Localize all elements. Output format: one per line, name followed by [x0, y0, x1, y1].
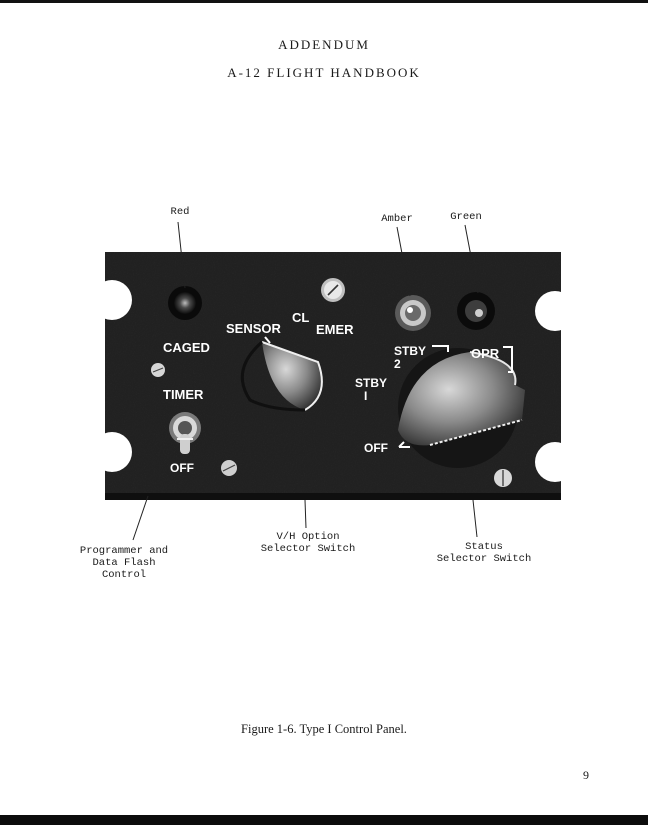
callout-programmer-line2: Data Flash: [92, 557, 156, 569]
cl-screw-knob: [321, 278, 345, 302]
callout-red: Red: [170, 206, 190, 218]
callout-status-line1: Status: [465, 541, 503, 553]
bottom-screw-right: [494, 469, 512, 487]
label-opr: OPR: [471, 346, 500, 361]
callout-amber: Amber: [381, 213, 413, 225]
callout-vh-line1: V/H Option: [276, 531, 340, 543]
label-stby1-number: I: [364, 389, 368, 403]
label-stby1: STBY: [355, 376, 388, 390]
label-off-status: OFF: [364, 441, 388, 455]
bottom-screw-center: [221, 460, 237, 476]
label-sensor: SENSOR: [226, 321, 281, 336]
label-stby2: STBY: [394, 344, 427, 358]
mount-hole-bottom-right: [535, 442, 575, 482]
callout-vh-line2: Selector Switch: [260, 543, 356, 555]
callout-green: Green: [450, 211, 482, 223]
header-handbook-title: A-12 FLIGHT HANDBOOK: [227, 65, 421, 80]
callout-programmer-line3: Control: [101, 569, 147, 581]
bottom-border: [0, 815, 648, 825]
label-caged: CAGED: [163, 340, 210, 355]
label-stby2-number: 2: [394, 357, 401, 371]
mount-hole-top-right: [535, 291, 575, 331]
caged-screw: [151, 363, 165, 377]
amber-indicator-lamp: [395, 295, 431, 331]
callout-programmer-line1: Programmer and: [79, 545, 169, 557]
green-indicator-lamp: [457, 292, 495, 330]
figure-caption: Figure 1-6. Type I Control Panel.: [241, 722, 407, 736]
label-off-timer: OFF: [170, 461, 194, 475]
callout-status-selector: [430, 541, 538, 565]
callout-status-line2: Selector Switch: [436, 553, 532, 565]
mount-hole-top-left: [92, 280, 132, 320]
header-addendum: ADDENDUM: [278, 37, 370, 52]
callout-vh-option-selector: [254, 531, 362, 555]
label-cl: CL: [292, 310, 310, 325]
mount-hole-bottom-left: [92, 432, 132, 472]
label-emer: EMER: [316, 322, 354, 337]
red-indicator-lamp: [168, 286, 202, 320]
label-timer: TIMER: [163, 387, 204, 402]
callout-programmer-data-flash: [72, 545, 176, 581]
page-number: 9: [583, 768, 589, 782]
